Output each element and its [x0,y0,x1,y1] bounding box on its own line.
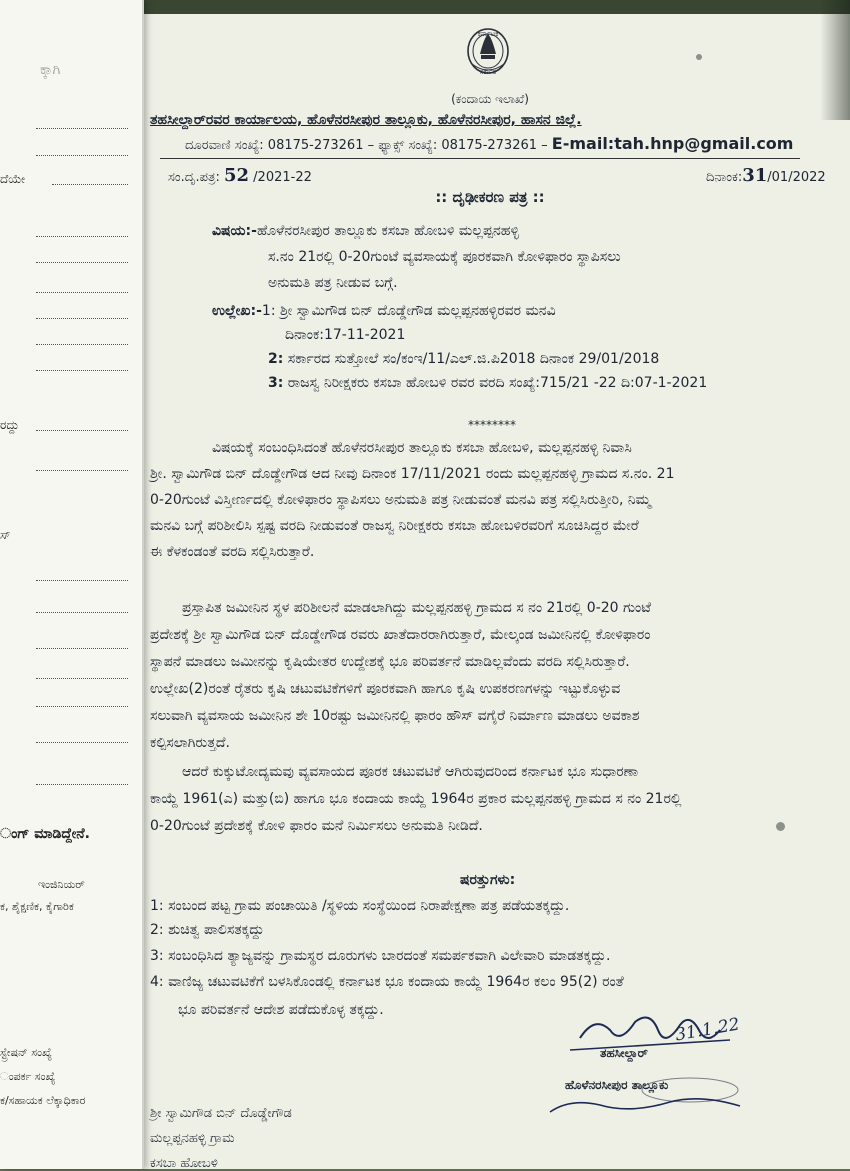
condition-item: 1: ಸಂಬಂದ ಪಟ್ಟ ಗ್ರಾಮ ಪಂಚಾಯಿತಿ /ಸ್ಥಳಿಯ ಸಂಸ್ಥೆಯಿಂದ ನಿರಾಪೇಕ್ಷಣಾ ಪತ್ರ ಪಡೆಯತಕ್ಕದ್ದು. [150,898,570,914]
signature-date: 31.1.22 [673,1014,742,1046]
reference-prefix: ಸಂ.ದೃ.ಪತ್ರ: [168,170,220,185]
paragraph-2-line: ಪ್ರಸ್ತಾಪಿತ ಜಮೀನಿನ ಸ್ಥಳ ಪರಿಶೀಲನೆ ಮಾಡಲಾಗಿದ್ದು ಮಲ್ಲಪ್ಪನಹಳ್ಳಿ ಗ್ರಾಮದ ಸ ನಂ 21ರಲ್ಲಿ 0-20 ಗುಂಟೆ [182,600,651,616]
letter-date [706,165,826,186]
reference-item-number: 3: [268,375,284,391]
subject-text: ಹೊಳೆನರಸೀಪುರ ತಾಲ್ಲೂಕು ಕಸಬಾ ಹೋಬಳಿ ಮಲ್ಲಪ್ಪನಹಳ್ಳಿ [256,223,520,239]
paragraph-2-line: ಸ್ಥಾಪನೆ ಮಾಡಲು ಜಮೀನನ್ನು ಕೃಷಿಯೇತರ ಉದ್ದೇಶಕ್ಕೆ ಭೂ ಪರಿವರ್ತನೆ ಮಾಡಿಲ್ಲವೆಂದು ವರದಿ ಸಲ್ಲಿಸಿರುತ್ತಾರೆ. [150,654,630,670]
reference-handwritten-number: 52 [223,165,250,186]
under-dotted-line [36,612,128,613]
header-rule [160,158,800,159]
references-label: ಉಲ್ಲೇಖ:- [212,303,262,319]
emblem-bottom-text: ಸರ್ಕಾರ [479,68,497,76]
under-dotted-line [36,742,128,743]
condition-item: 3: ಸಂಬಂಧಿಸಿದ ತ್ಯಾಜ್ಯವನ್ನು ಗ್ರಾಮಸ್ಥರ ದೂರುಗಳು ಬಾರದಂತೆ ಸಮರ್ಪಕವಾಗಿ ವಿಲೇವಾರಿ ಮಾಡತಕ್ಕದ್ದು. [150,948,611,964]
under-dotted-line [36,318,128,319]
under-dotted-line [36,430,128,431]
under-dotted-line [36,344,128,345]
reference-item-text: ಸರ್ಕಾರದ ಸುತ್ತೋಲೆ ಸಂ/ಕಂಇ/11/ಎಲ್.ಜಿ.ಪಿ2018 ದಿನಾಂಕ 29/01/2018 [287,351,660,367]
under-fragment: ಂಪರ್ಕ ಸಂಖ್ಯೆ [0,1070,56,1083]
underlying-form-sheet [0,0,144,1169]
subject-line-3: ಅನುಮತಿ ಪತ್ರ ನೀಡುವ ಬಗ್ಗೆ. [268,275,398,291]
email-address: E-mail:tah.hnp@gmail.com [551,134,794,153]
reference-item-number: 1: [261,303,276,319]
under-fragment: ಸ್ಟ್ರೇಷನ್ ಸಂಖ್ಯೆ [0,1046,52,1059]
paragraph-1-line: ಶ್ರೀ. ಸ್ವಾಮಿಗೌಡ ಬಿನ್ ದೊಡ್ಡೇಗೌಡ ಆದ ನೀವು ದಿನಾಂಕ 17/11/2021 ರಂದು ಮಲ್ಲಪ್ಪನಹಳ್ಳಿ ಗ್ರಾಮದ ಸ.ನಂ. 21 [150,466,675,482]
paragraph-1-line: ಈ ಕೆಳಕಂಡಂತೆ ವರದಿ ಸಲ್ಲಿಸಿರುತ್ತಾರೆ. [150,544,315,560]
under-fragment: ಇಂಜಿನಿಯರ್ [38,878,85,891]
separator-stars: ******** [468,418,516,432]
under-dotted-line [52,184,128,185]
conditions-title: ಷರತ್ತುಗಳು: [460,872,516,888]
paragraph-2-line: ಸಲುವಾಗಿ ವ್ಯವಸಾಯ ಜಮೀನಿನ ಶೇ 10ರಷ್ಟು ಜಮೀನಿನಲ್ಲಿ ಫಾರಂ ಹೌಸ್ ವಗೈರೆ ನಿರ್ಮಾಣ ಮಾಡಲು ಅವಕಾಶ [150,708,640,724]
scan-shadow [820,0,850,120]
under-fragment: ಕ, ಶೈಕ್ಷಣಿಕ, ಕೈಗಾರಿಕ [0,900,74,913]
reference-item-number: 2: [268,351,284,367]
under-fragment: ಕ್ಕಾಗಿ [40,62,61,78]
date-rest: /01/2022 [767,170,826,185]
paragraph-1-line: ವಿಷಯಕ್ಕೆ ಸಂಬಂಧಿಸಿದಂತೆ ಹೊಳೆನರಸೀಪುರ ತಾಲ್ಲೂಕು ಕಸಬಾ ಹೋಬಳಿ, ಮಲ್ಲಪ್ಪನಹಳ್ಳಿ ನಿವಾಸಿ [212,440,632,456]
under-fragment: ಸ್ [0,528,11,542]
paragraph-2-line: ಪ್ರದೇಶಕ್ಕೆ ಶ್ರೀ ಸ್ವಾಮಿಗೌಡ ಬಿನ್ ದೊಡ್ಡೇಗೌಡ ರವರು ಖಾತೆದಾರರಾಗಿರುತ್ತಾರೆ, ಮೇಲ್ಕಂಡ ಜಮೀನಿನಲ್ಲಿ ಕೋಳಿಫಾರಂ [150,627,651,643]
under-dotted-line [36,706,128,707]
document-heading: :: ದೃಢೀಕರಣ ಪತ್ರ :: [435,188,545,206]
under-dotted-line [36,470,128,471]
under-fragment: ಂಗ್ ಮಾಡಿದ್ದೇನೆ. [0,826,90,842]
under-fragment: ದೆಯೇ [0,172,26,186]
under-dotted-line [36,236,128,237]
under-dotted-line [36,292,128,293]
scan-spot [696,54,702,60]
department-name: (ಕಂದಾಯ ಇಲಾಖೆ) [451,92,529,106]
addressee-line: ಶ್ರೀ ಸ್ವಾಮಿಗೌಡ ಬಿನ್ ದೊಡ್ಡೇಗೌಡ [150,1106,292,1121]
under-dotted-line [36,155,128,156]
reference-item-text: ರಾಜಸ್ವ ನಿರೀಕ್ಷಕರು ಕಸಬಾ ಹೋಬಳಿ ರವರ ವರದಿ ಸಂಖ್ಯೆ:715/21 -22 ದಿ:07-1-2021 [287,375,708,391]
paragraph-3-line: ಆದರೆ ಕುಕ್ಕುಟೋದ್ಯಮವು ವ್ಯವಸಾಯದ ಪೂರಕ ಚಟುವಟಿಕೆ ಆಗಿರುವುದರಿಂದ ಕರ್ನಾಟಕ ಭೂ ಸುಧಾರಣಾ [182,764,639,780]
under-dotted-line [36,580,128,581]
under-fragment: ರದ್ದು [0,418,20,432]
emblem-top-text: ಕರ್ನಾಟಕ [477,30,499,38]
paragraph-1-line: ಮನವಿ ಬಗ್ಗೆ ಪರಿಶೀಲಿಸಿ ಸ್ಪಷ್ಟ ವರದಿ ನೀಡುವಂತೆ ರಾಜಸ್ವ ನಿರೀಕ್ಷಕರು ಕಸಬಾ ಹೋಬಳಿರವರಿಗೆ ಸೂಚಿಸಿದ್ದರ ಮೇರೆ [150,518,639,534]
under-dotted-line [36,262,128,263]
date-label: ದಿನಾಂಕ: [706,170,743,185]
condition-item-continued: ಭೂ ಪರಿವರ್ತನೆ ಆದೇಶ ಪಡೆದುಕೊಳ್ಳ ತಕ್ಕದ್ದು. [178,1002,384,1018]
reference-year: /2021-22 [253,170,312,185]
reference-item-text: ಶ್ರೀ ಸ್ವಾಮಿಗೌಡ ಬಿನ್ ದೊಡ್ಡೇಗೌಡ ಮಲ್ಲಪ್ಪನಹಳ್ಳಿರವರ ಮನವಿ [279,303,556,319]
office-name: ತಹಸೀಲ್ದಾರ್‌ರವರ ಕಾರ್ಯಾಲಯ, ಹೊಳೆನರಸೀಪುರ ತಾಲ್ಲೂಕು, ಹೊಳೆನರಸೀಪುರ, ಹಾಸನ ಜಿಲ್ಲೆ. [150,112,582,128]
under-fragment: ಕ/ಸಹಾಯಕ ಲೆಕ್ಕಾಧಿಕಾರ [0,1094,86,1107]
addressee-line: ಮಲ್ಲಪ್ಪನಹಳ್ಳಿ ಗ್ರಾಮ [150,1131,235,1146]
reference-number [168,165,312,186]
under-dotted-line [36,370,128,371]
scan-spot [776,822,785,831]
under-dotted-line [36,648,128,649]
subject-line-2: ಸ.ನಂ 21ರಲ್ಲಿ 0-20ಗುಂಟೆ ವ್ಯವಸಾಯಕ್ಕೆ ಪೂರಕವಾಗಿ ಕೋಳಿಫಾರಂ ಸ್ಥಾಪಿಸಲು [268,249,621,265]
paragraph-3-line: ಕಾಯ್ದೆ 1961(ಎ) ಮತ್ತು(ಬಿ) ಹಾಗೂ ಭೂ ಕಂದಾಯ ಕಾಯ್ದೆ 1964ರ ಪ್ರಕಾರ ಮಲ್ಲಪ್ಪನಹಳ್ಳಿ ಗ್ರಾಮದ ಸ ನಂ 21ರಲ್ಲಿ [150,791,682,807]
signatory-designation: ತಹಸೀಲ್ದಾರ್ [600,1046,648,1060]
paragraph-2-line: ಕಲ್ಪಿಸಲಾಗಿರುತ್ತದೆ. [150,735,230,751]
signatory-place: ಹೊಳೆನರಸೀಪುರ ತಾಲ್ಲೂಕು [565,1078,669,1092]
reference-item-1 [212,302,556,320]
paragraph-1-line: 0-20ಗುಂಟೆ ವಿಸ್ತೀರ್ಣದಲ್ಲಿ ಕೋಳಿಫಾರಂ ಸ್ಥಾಪಿಸಲು ಅನುಮತಿ ಪತ್ರ ನೀಡುವಂತೆ ಮನವಿ ಪತ್ರ ಸಲ್ಲಿಸಿರುತ್ತೀರಿ, ನಿಮ್ಮ [150,492,651,508]
paragraph-3-line: 0-20ಗುಂಟೆ ಪ್ರದೇಶಕ್ಕೆ ಕೋಳಿ ಫಾರಂ ಮನೆ ನಿರ್ಮಿಸಲು ಅನುಮತಿ ನೀಡಿದೆ. [150,818,483,834]
paragraph-2-line: ಉಲ್ಲೇಖ(2)ರಂತೆ ರೈತರು ಕೃಷಿ ಚಟುವಟಿಕೆಗಳಿಗೆ ಪೂರಕವಾಗಿ ಹಾಗೂ ಕೃಷಿ ಉಪಕರಣಗಳನ್ನು ಇಟ್ಟುಕೊಳ್ಳುವ [150,681,621,697]
reference-item-1-date: ದಿನಾಂಕ:17-11-2021 [285,327,406,343]
under-dotted-line [36,784,128,785]
under-dotted-line [36,128,128,129]
condition-item: 2: ಶುಚಿತ್ವ ಪಾಲಿಸತಕ್ಕದ್ದು [150,922,265,938]
condition-item: 4: ವಾಣಿಜ್ಯ ಚಟುವಟಿಕೆಗೆ ಬಳಸಿಕೊಂಡಲ್ಲಿ ಕರ್ನಾಟಕ ಭೂ ಕಂದಾಯ ಕಾಯ್ದೆ 1964ರ ಕಲಂ 95(2) ರಂತೆ [150,974,624,990]
contact-line [185,134,793,153]
phone-fax: ದೂರವಾಣಿ ಸಂಖ್ಯೆ: 08175-273261 – ಫ್ಯಾಕ್ಸ್ ಸಂಖ್ಯೆ: 08175-273261 – [185,138,548,153]
under-dotted-line [36,678,128,679]
subject-label: ವಿಷಯ:- [212,223,257,239]
date-day: 31 [742,165,768,186]
reference-item-3 [268,374,707,392]
reference-item-2 [268,350,659,368]
subject-line-1 [212,222,519,240]
addressee-line: ಕಸಬಾ ಹೋಬಳಿ [150,1156,218,1171]
